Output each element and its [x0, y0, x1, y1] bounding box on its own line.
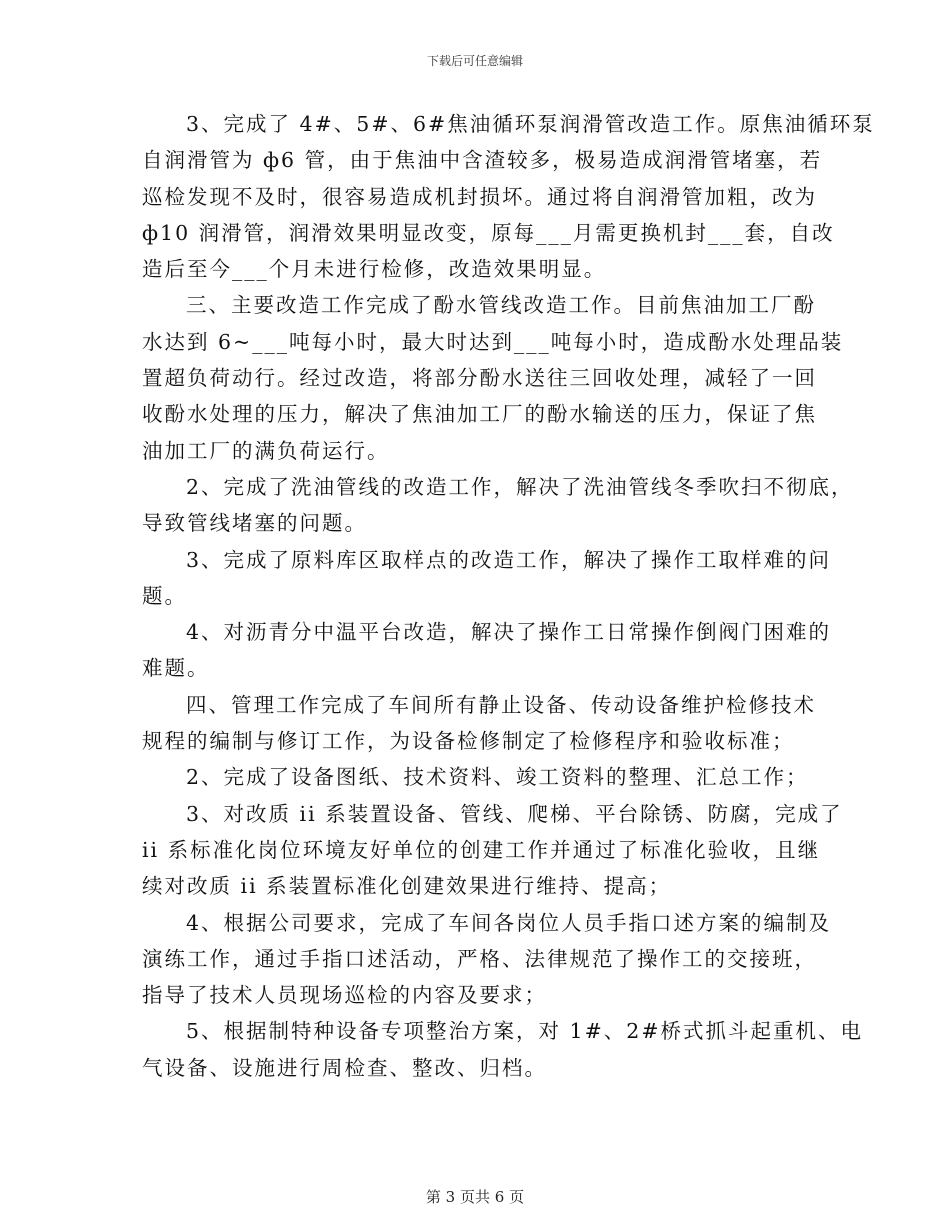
paragraph-line: 油加工厂的满负荷运行。: [142, 438, 390, 463]
paragraph-line: 四、管理工作完成了车间所有静止设备、传动设备维护检修技术: [186, 692, 816, 717]
paragraph: [142, 796, 843, 905]
paragraph-line: 5、根据制特种设备专项整治方案，对 1#、2#桥式抓斗起重机、电: [186, 1019, 863, 1044]
paragraph-line: ii 系标准化岗位环境友好单位的创建工作并通过了标准化验收，且继: [142, 837, 821, 862]
page-number: 第 3 页共 6 页: [425, 1188, 525, 1206]
paragraph-line: 三、主要改造工作完成了酚水管线改造工作。目前焦油加工厂酚: [186, 293, 816, 318]
paragraph: [142, 687, 814, 760]
paragraph-line: 续对改质 ii 系装置标准化创建效果进行维持、提高；: [142, 874, 672, 899]
paragraph-line: 4、根据公司要求，完成了车间各岗位人员手指口述方案的编制及: [186, 910, 832, 935]
page-header: 下载后可任意编辑: [426, 54, 523, 68]
paragraph-line: 3、完成了原料库区取样点的改造工作，解决了操作工取样难的问: [186, 547, 832, 572]
paragraph: [142, 905, 832, 1014]
paragraph: [142, 542, 832, 615]
paragraph: [142, 1013, 863, 1086]
document-body: [142, 106, 875, 1086]
paragraph-line: 2、完成了设备图纸、技术资料、竣工资料的整理、汇总工作；: [186, 765, 809, 790]
paragraph: [142, 469, 854, 542]
paragraph-line: ф10 润滑管，润滑效果明显改变，原每___月需更换机封___套，自改: [142, 220, 835, 245]
paragraph: [142, 106, 875, 287]
paragraph-line: 自润滑管为 ф6 管，由于焦油中含渣较多，极易造成润滑管堵塞，若: [142, 148, 823, 173]
paragraph-line: 收酚水处理的压力，解决了焦油加工厂的酚水输送的压力，保证了焦: [142, 402, 817, 427]
paragraph-line: 造后至今___个月未进行检修，改造效果明显。: [142, 257, 607, 282]
paragraph-line: 指导了技术人员现场巡检的内容及要求；: [142, 983, 547, 1008]
paragraph-line: 题。: [142, 583, 187, 608]
paragraph-line: 3、对改质 ii 系装置设备、管线、爬梯、平台除锈、防腐，完成了: [186, 801, 843, 826]
paragraph: [142, 287, 844, 468]
paragraph-line: 3、完成了 4#、5#、6#焦油循环泵润滑管改造工作。原焦油循环泵: [186, 112, 875, 136]
paragraph-line: 2、完成了洗油管线的改造工作，解决了洗油管线冬季吹扫不彻底，: [186, 474, 854, 499]
paragraph-line: 规程的编制与修订工作，为设备检修制定了检修程序和验收标准；: [142, 729, 795, 754]
paragraph-line: 气设备、设施进行周检查、整改、归档。: [142, 1055, 547, 1080]
paragraph-line: 难题。: [142, 656, 210, 681]
paragraph: [142, 759, 814, 795]
paragraph-line: 巡检发现不及时，很容易造成机封损坏。通过将自润滑管加粗，改为: [142, 184, 817, 209]
paragraph-line: 置超负荷动行。经过改造，将部分酚水送往三回收处理，减轻了一回: [142, 366, 817, 391]
paragraph: [142, 614, 832, 687]
paragraph-line: 演练工作，通过手指口述活动，严格、法律规范了操作工的交接班，: [142, 946, 817, 971]
paragraph-line: 水达到 6~___吨每小时，最大时达到___吨每小时，造成酚水处理品装: [142, 329, 844, 354]
paragraph-line: 4、对沥青分中温平台改造，解决了操作工日常操作倒阀门困难的: [186, 620, 832, 645]
paragraph-line: 导致管线堵塞的问题。: [142, 511, 367, 536]
